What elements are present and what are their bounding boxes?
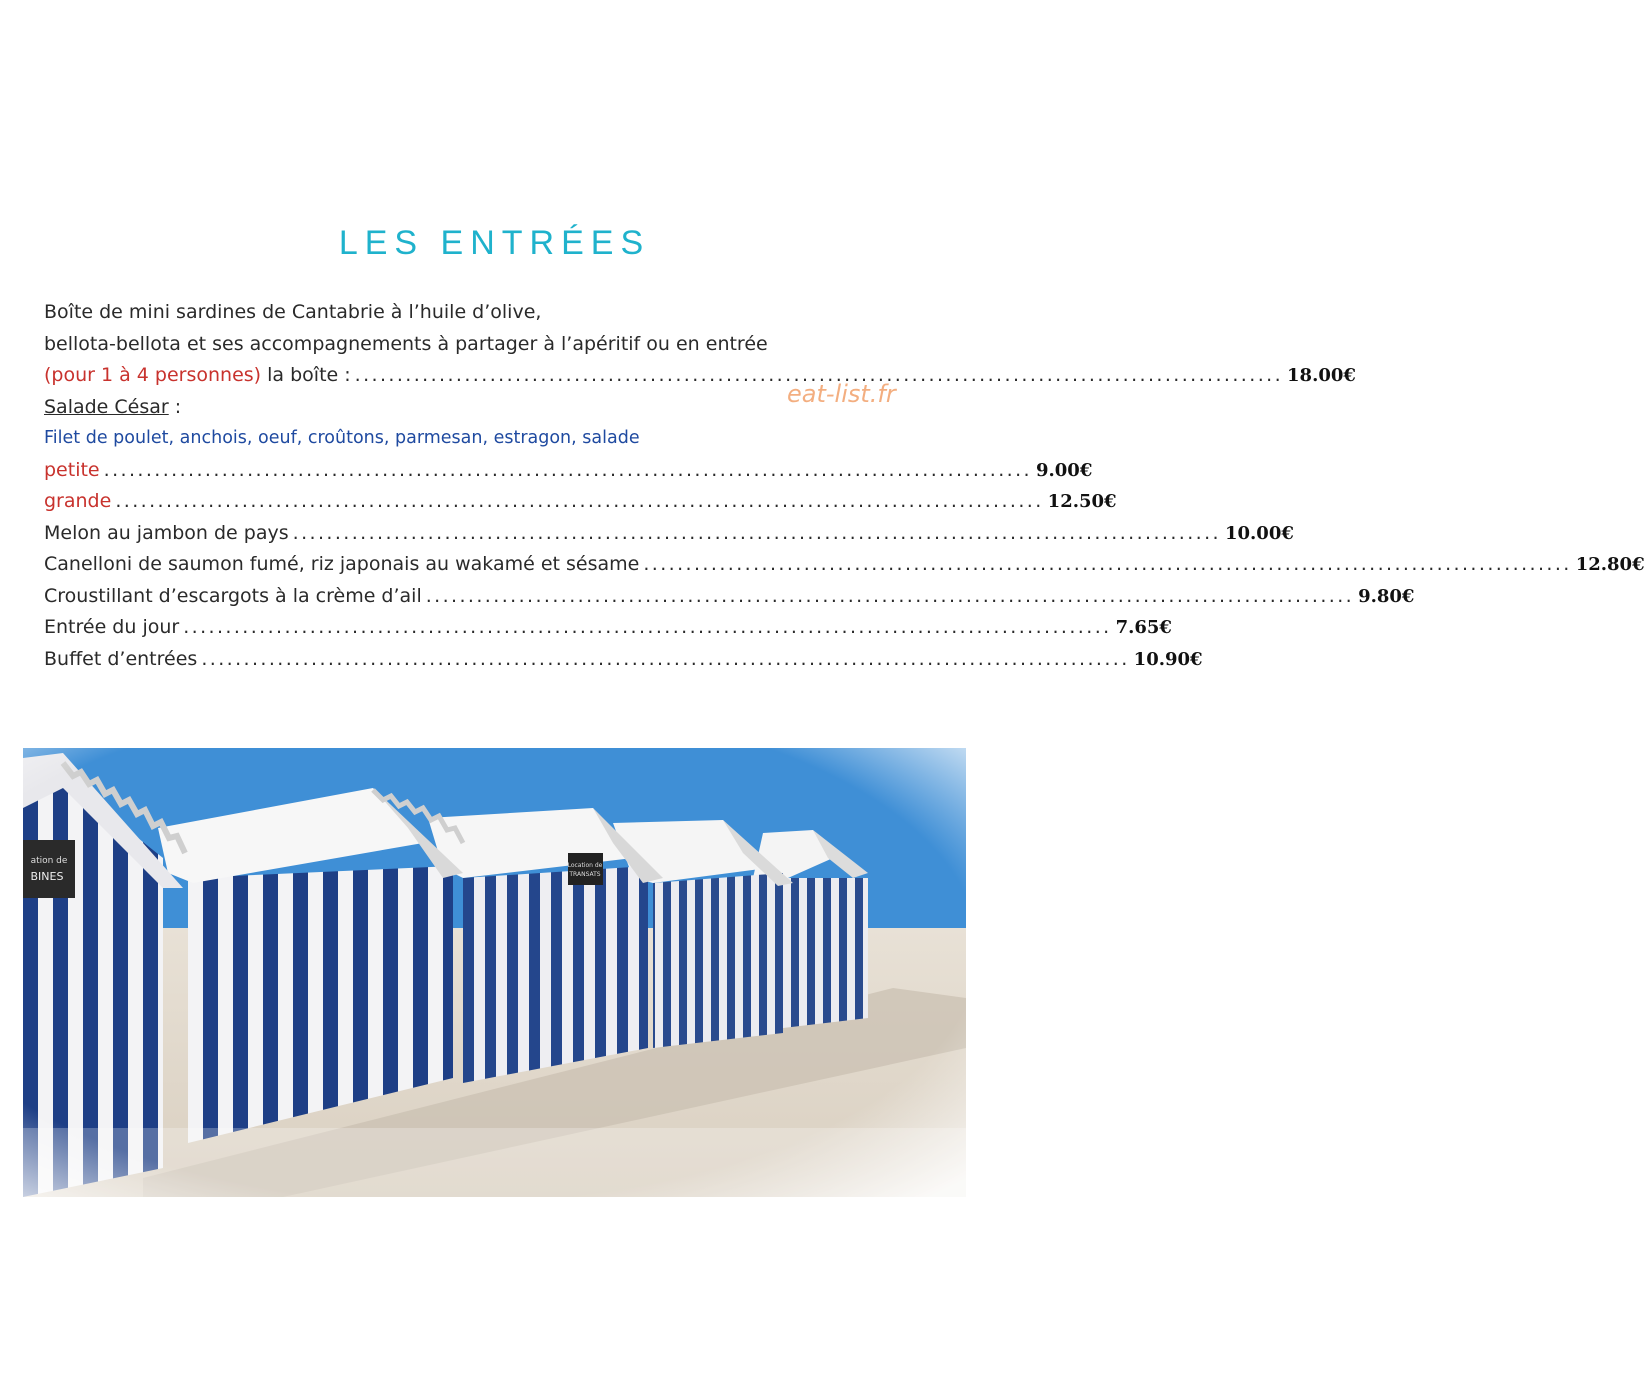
dot-leader: .............................................................................................................. xyxy=(643,553,1572,575)
item-label: Buffet d’entrées xyxy=(44,647,198,670)
item-label: Croustillant d’escargots à la crème d’ail xyxy=(44,584,422,607)
item-price: 7.65€ xyxy=(1115,617,1172,638)
salade-heading-suffix: : xyxy=(168,395,182,418)
item-label: la boîte : xyxy=(261,364,351,386)
item-label: Melon au jambon de pays xyxy=(44,521,289,544)
dot-leader: .............................................................................................................. xyxy=(201,647,1130,670)
portion-note: (pour 1 à 4 personnes) xyxy=(44,364,262,386)
item-label: petite xyxy=(44,458,100,481)
item-label: Canelloni de saumon fumé, riz japonais au wakamé et sésame xyxy=(44,553,640,575)
intro-line-2: bellota-bellota et ses accompagnements à partager à l’apéritif ou en entrée xyxy=(44,332,768,355)
menu-item xyxy=(44,518,1294,550)
item-price: 9.00€ xyxy=(1035,459,1093,481)
intro-line-1: Boîte de mini sardines de Cantabrie à l’huile d’olive, xyxy=(44,301,542,323)
menu-item xyxy=(44,644,1203,676)
menu-item-salade-grande xyxy=(44,486,1117,518)
menu-item xyxy=(44,612,1172,644)
salade-heading: Salade César xyxy=(44,395,169,418)
salade-ingredients: Filet de poulet, anchois, oeuf, croûtons, parmesan, estragon, salade xyxy=(44,428,640,448)
menu-list xyxy=(44,297,1645,675)
dot-leader: .............................................................................................................. xyxy=(425,584,1355,607)
dot-leader: .............................................................................................................. xyxy=(183,616,1112,638)
dot-leader: .............................................................................................................. xyxy=(354,364,1284,386)
menu-item-salade-petite xyxy=(44,455,1093,487)
menu-item xyxy=(44,581,1415,613)
item-price: 9.80€ xyxy=(1358,585,1415,607)
dot-leader: .............................................................................................................. xyxy=(115,490,1044,512)
dot-leader: .............................................................................................................. xyxy=(103,458,1032,481)
item-label: grande xyxy=(44,490,112,512)
item-label: Entrée du jour xyxy=(44,616,180,638)
dot-leader: .............................................................................................................. xyxy=(292,521,1221,544)
menu-item xyxy=(44,549,1645,581)
item-price: 12.50€ xyxy=(1047,491,1117,512)
item-price: 10.90€ xyxy=(1133,648,1203,670)
beach-cabins-photo xyxy=(23,748,966,1197)
item-price: 12.80€ xyxy=(1575,554,1645,575)
watermark: eat-list.fr xyxy=(787,380,896,408)
item-price: 18.00€ xyxy=(1287,365,1356,386)
item-price: 10.00€ xyxy=(1224,522,1294,544)
page-title: LES ENTRÉES xyxy=(338,224,651,262)
